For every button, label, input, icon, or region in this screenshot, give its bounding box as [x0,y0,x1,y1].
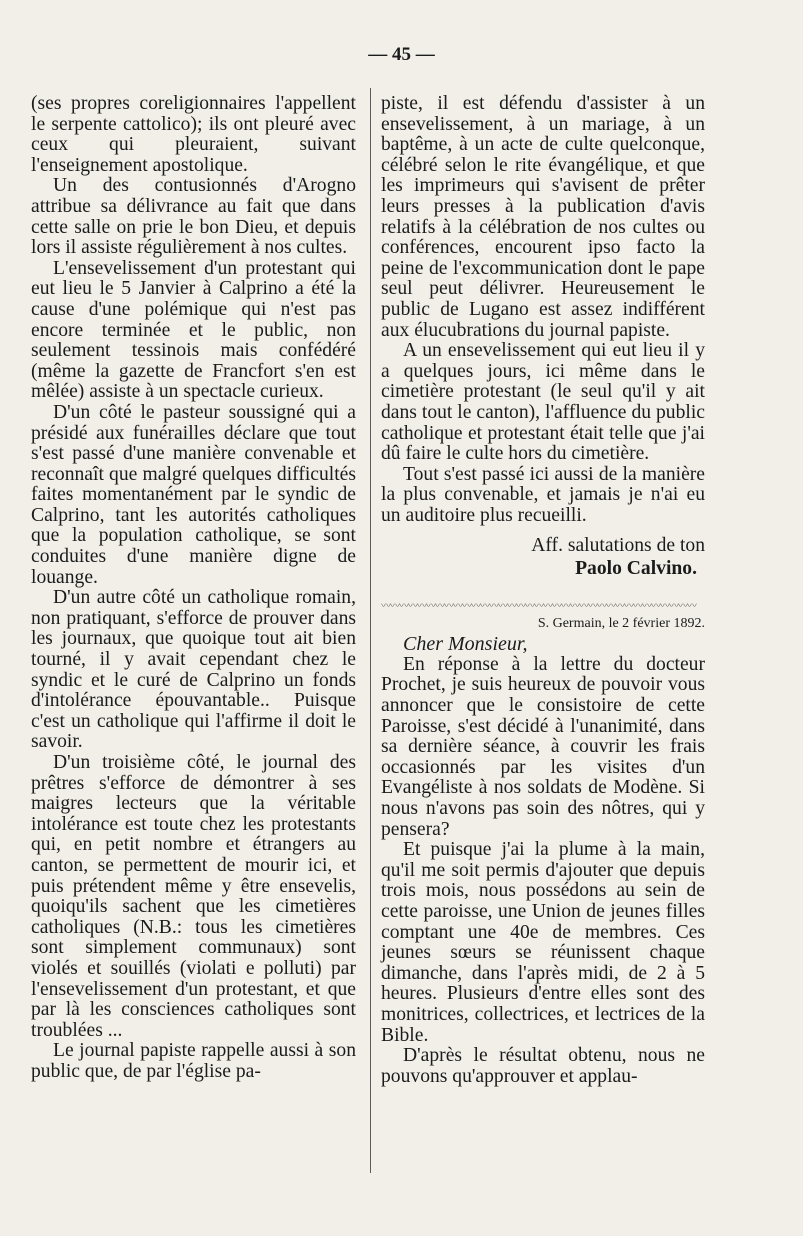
paragraph: D'après le résultat obtenu, nous ne pouvons qu'approuver et applau- [381,1045,705,1087]
right-column [381,94,705,1087]
salutation: Cher Monsieur, [403,633,528,656]
dateline: S. Germain, le 2 février 1892. [537,615,705,631]
paragraph: A un ensevelissement qui eut lieu il y a quelques jours, ici même dans le cimetière protestant (le seul qu'il y ait dans tout le canton), l'affluence du public catholique et protestant était telle que j'ai dû faire le culte hors du cimetière. [381,340,705,465]
ornamental-divider: 〰〰〰〰〰〰〰〰〰〰〰〰〰〰〰〰〰〰〰〰〰〰〰〰〰〰〰〰〰〰〰〰〰〰〰 [381,600,696,612]
paragraph: Tout s'est passé ici aussi de la manière la plus convenable, et jamais je n'ai eu un auditoire plus recueilli. [381,463,705,526]
paragraph: Un des contusionnés d'Arogno attribue sa délivrance au fait que dans cette salle on prie le bon Dieu, et depuis lors il assiste régulièrement à nos cultes. [31,175,356,259]
page-number: — 45 — [368,44,435,65]
signoff: Aff. salutations de ton [531,535,705,557]
paragraph: piste, il est défendu d'assister à un ensevelissement, à un mariage, à un baptême, à un acte de culte quelconque, célébré selon le rite évangélique, et que les imprimeurs qui s'avisent de prêter leurs presses à la publication d'avis relatifs à la célébration de nos cultes ou conférences, encourent ipso facto la peine de l'excommunication dont le pape seul peut délivrer. Heureusement le public de Lugano est assez indifférent aux élucubrations du journal papiste. [381,93,705,341]
left-column [31,94,356,1083]
signature: Paolo Calvino. [575,558,697,580]
column-divider [370,88,371,1173]
paragraph: Et puisque j'ai la plume à la main, qu'il me soit permis d'ajouter que depuis trois mois, nous possédons au sein de cette paroisse, une Union de jeunes filles comptant une 40e de membres. Ces jeunes sœurs se réunissent chaque dimanche, dans l'après midi, de 2 à 5 heures. Plusieurs d'entre elles sont des monitrices, collectrices, et lectrices de la Bible. [381,839,705,1046]
paragraph: En réponse à la lettre du docteur Prochet, je suis heureux de pouvoir vous annoncer que le consistoire de cette Paroisse, s'est décidé à l'unanimité, dans sa dernière séance, à couvrir les frais occasionnés par les visites d'un Evangéliste à nos soldats de Modène. Si nous n'avons pas soin des nôtres, qui y pensera? [381,653,705,840]
paragraph: L'ensevelissement d'un protestant qui eut lieu le 5 Janvier à Calprino a été la cause d'une polémique qui n'est pas encore terminée et le public, non seulement tessinois mais confédéré (même la gazette de Francfort s'en est mêlée) assiste à un spectacle curieux. [31,257,356,403]
paragraph: D'un côté le pasteur soussigné qui a présidé aux funérailles déclare que tout s'est passé d'une manière convenable et reconnaît que malgré quelques difficultés faites momentanément par le syndic de Calprino, tant les autorités catholiques que la population catholique, se sont conduites d'une manière digne de louange. [31,401,356,588]
paragraph: (ses propres coreligionnaires l'appellent le serpente cattolico); ils ont pleuré avec ceux qui pleuraient, suivant l'enseignement apostolique. [31,93,356,176]
paragraph: Le journal papiste rappelle aussi à son public que, de par l'église pa- [31,1040,356,1082]
paragraph: D'un troisième côté, le journal des prêtres s'efforce de démontrer à ses maigres lecteurs que la véritable intolérance est toute chez les protestants qui, en petit nombre et étrangers au canton, se permettent de mourir ici, et puis prétendent même y être ensevelis, quoiqu'ils sachent que les cimetières catholiques (N.B.: tous les cimetières sont simplement communaux) sont violés et souillés (violati e polluti) par l'ensevelissement d'un protestant, et que par là les consciences catholiques sont troublées ... [31,752,356,1041]
paragraph: D'un autre côté un catholique romain, non pratiquant, s'efforce de prouver dans les journaux, que quoique tout ait bien tourné, il y avait cependant chez le syndic et le curé de Calprino un fonds d'intolérance épouvantable.. Puisque c'est un catholique qui l'affirme il doit le savoir. [31,587,356,753]
